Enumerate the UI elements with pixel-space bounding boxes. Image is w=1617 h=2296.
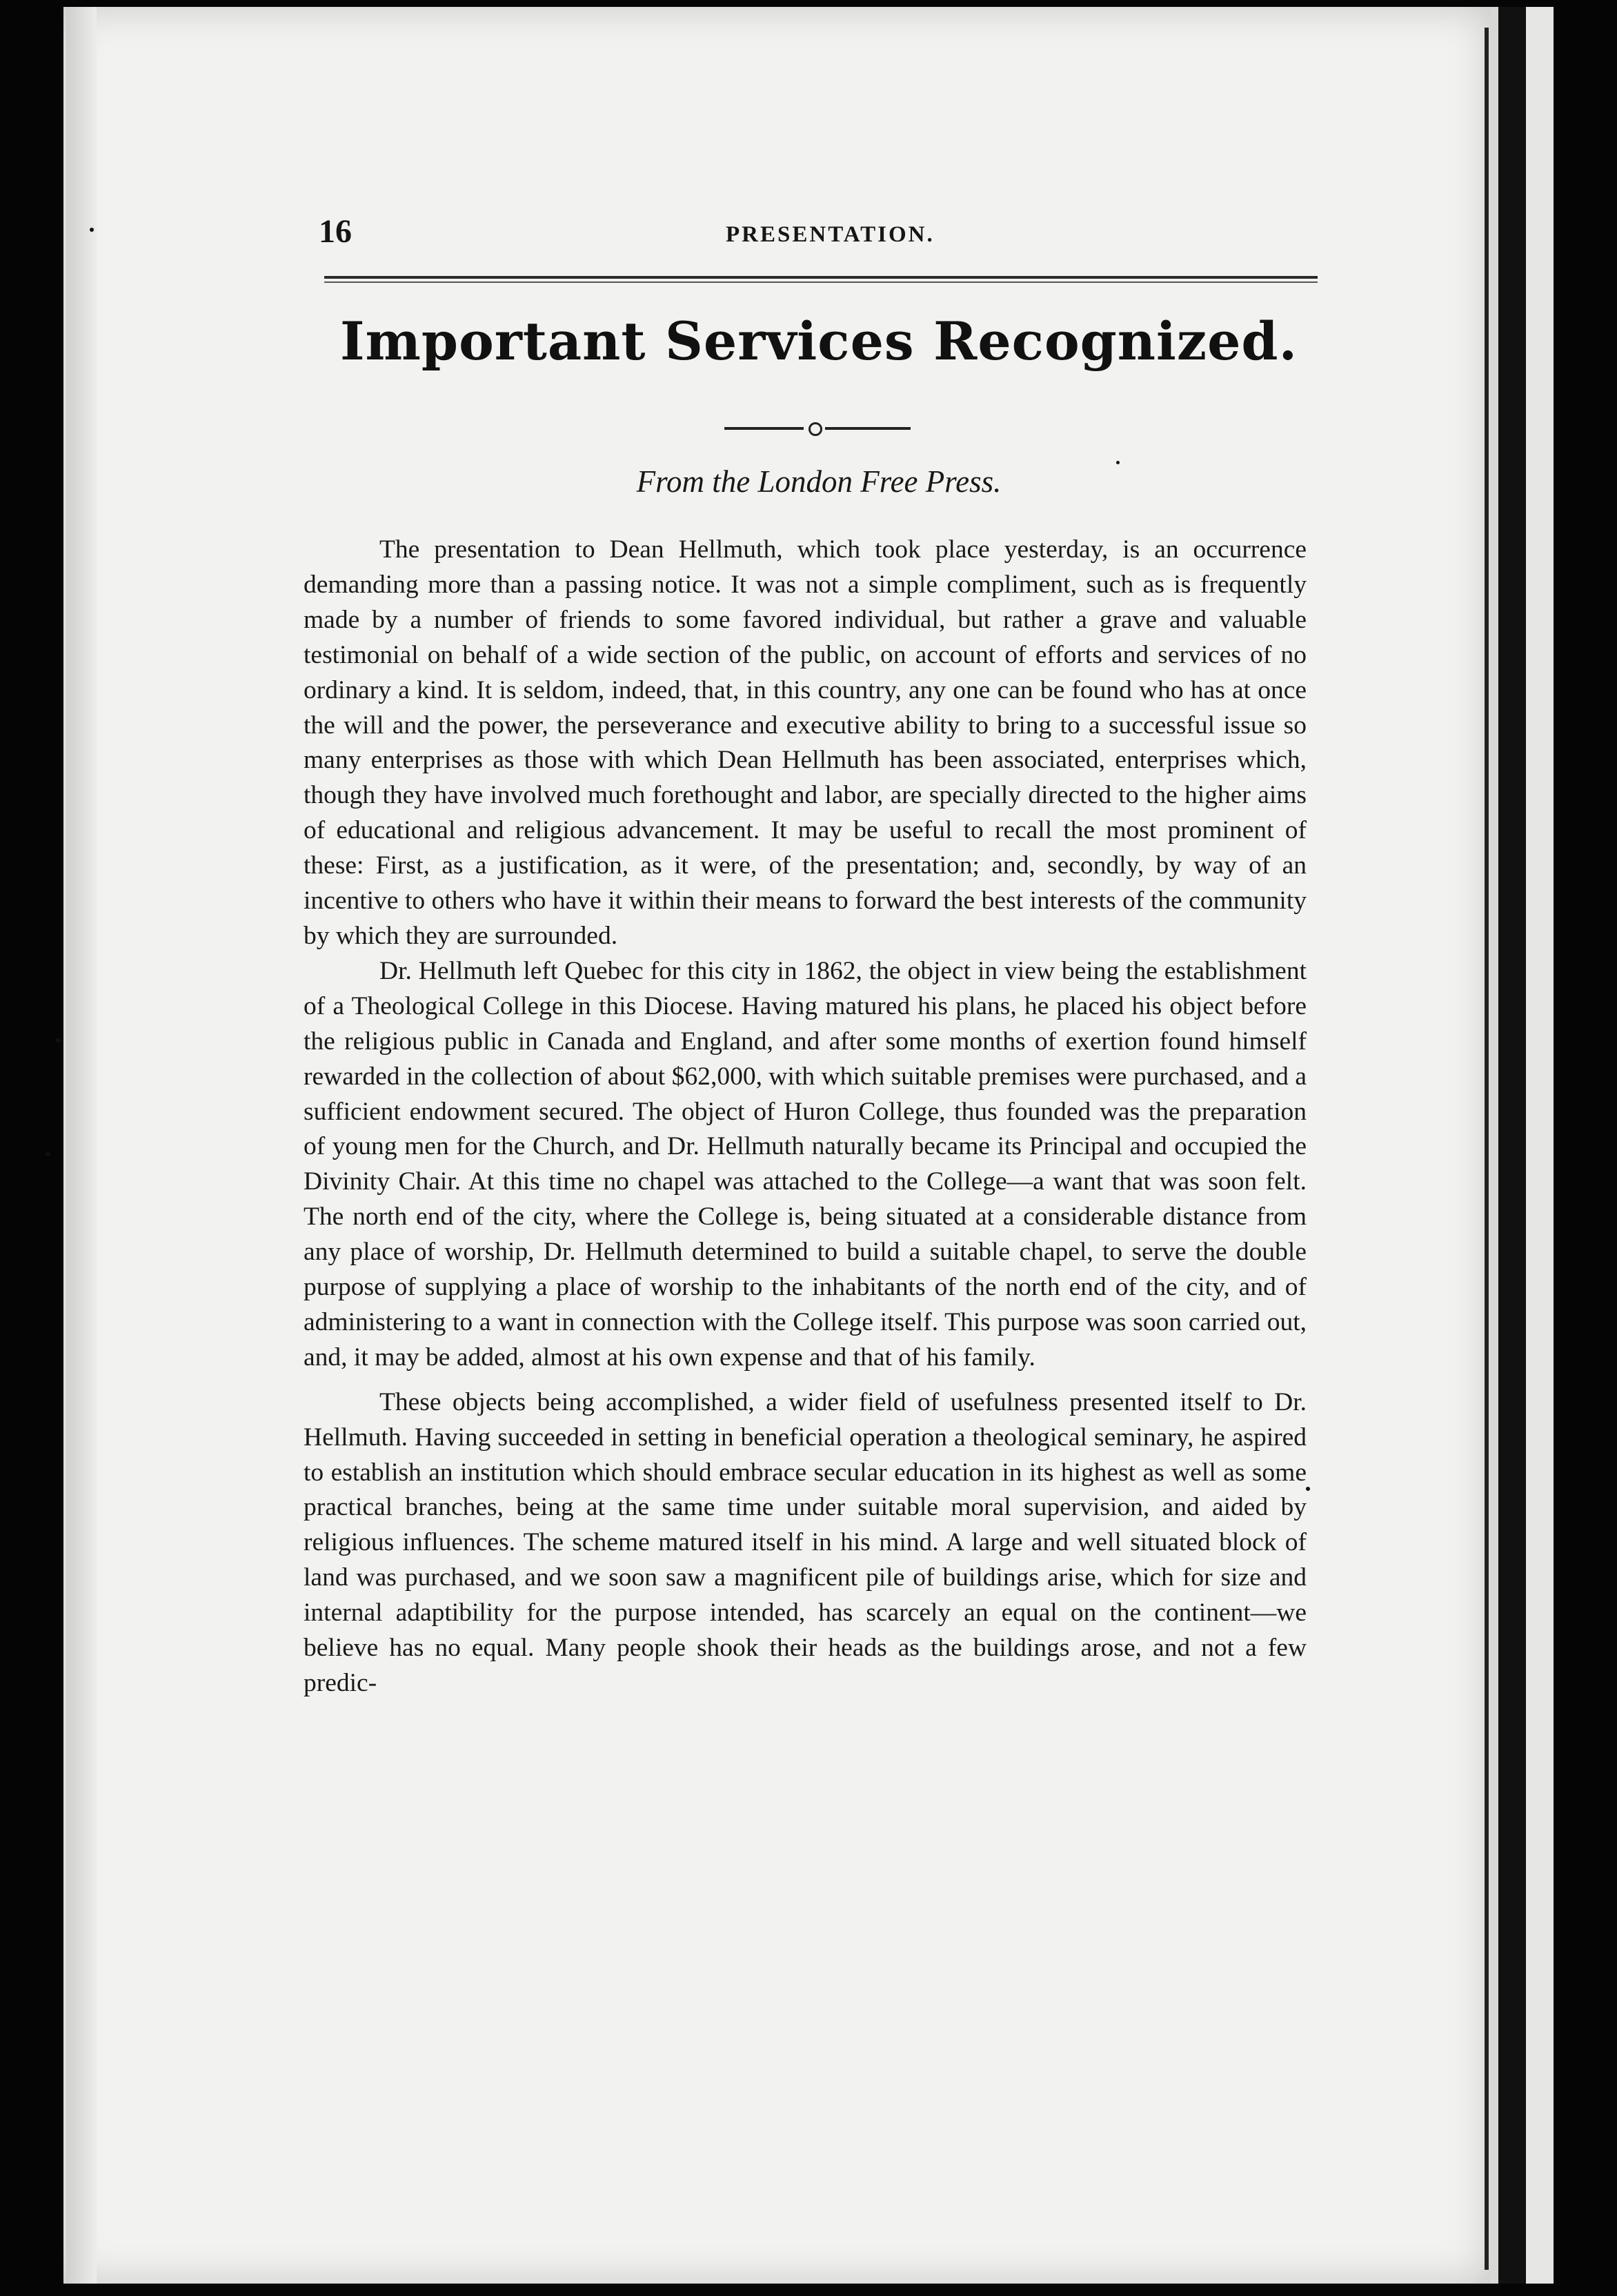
paragraph: The presentation to Dean Hellmuth, which took place yesterday, is an occurrence demanding more than a passing notice. It was not a simple compliment, such as is frequently made by a number of friends to some favored individual, but rather a grave and valuable testimonial on behalf of a wide section of the public, on account of efforts and services of no ordinary a kind. It is seldom, indeed, that, in this country, any one can be found who has at once the will and the power, the perseverance and executive ability to bring to a successful issue so many enterprises as those with which Dean Hellmuth has been associated, enterprises which, though they have involved much forethought and labor, are specially directed to the higher aims of educational and religious advancement. It may be useful to recall the most prominent of these: First, as a justification, as it were, of the presentation; and, secondly, by way of an incentive to others who have it within their means to forward the best interests of the community by which they are surrounded. bbox=[304, 535, 1307, 950]
running-head: PRESENTATION. bbox=[726, 222, 935, 247]
next-page-strip bbox=[1526, 7, 1554, 2284]
page-number: 16 bbox=[319, 213, 352, 250]
article-body bbox=[304, 533, 1307, 1701]
page-gutter-shadow bbox=[66, 7, 97, 2284]
title-ornament bbox=[724, 418, 911, 439]
page-header bbox=[319, 212, 1319, 261]
page-edge bbox=[1490, 7, 1498, 2284]
page-right-edge-line bbox=[1485, 28, 1489, 2270]
article-title: Important Services Recognized. bbox=[339, 310, 1298, 372]
article-source: From the London Free Press. bbox=[636, 464, 1002, 499]
paragraph: Dr. Hellmuth left Quebec for this city in 1862, the object in view being the establishment of a Theological College in this Diocese. Having matured his plans, he placed his object before the religious public in Canada and England, and after some months of exertion found himself rewarded in the collection of about $62,000, with which suitable premises were purchased, and a sufficient endowment secured. The object of Huron College, thus founded was the preparation of young men for the Church, and Dr. Hellmuth naturally became its Principal and occupied the Divinity Chair. At this time no chapel was attached to the College—a want that was soon felt. The north end of the city, where the College is, being situated at a considerable distance from any place of worship, Dr. Hellmuth determined to build a suitable chapel, to serve the double purpose of supplying a place of worship to the inhabitants of the north end of the city, and of administering to a want in connection with the College itself. This purpose was soon carried out, and, it may be added, almost at his own expense and that of his family. bbox=[304, 956, 1307, 1372]
paragraph: These objects being accomplished, a wider field of usefulness presented itself to Dr. Hellmuth. Having succeeded in setting in beneficial operation a theological seminary, he aspired to establish an institution which should embrace secular education in its highest as well as some practical branches, being at the same time under suitable moral supervision, and aided by religious influences. The scheme matured itself in his mind. A large and well situated block of land was purchased, and we soon saw a magnificent pile of buildings arise, which for size and internal adaptibility for the purpose intended, has scarcely an equal on the continent—we believe has no equal. Many people shook their heads as the buildings arose, and not a few predic- bbox=[304, 1387, 1307, 1697]
header-rule bbox=[324, 276, 1318, 279]
header-rule-thin bbox=[324, 281, 1318, 283]
binding-gap bbox=[1498, 7, 1526, 2284]
